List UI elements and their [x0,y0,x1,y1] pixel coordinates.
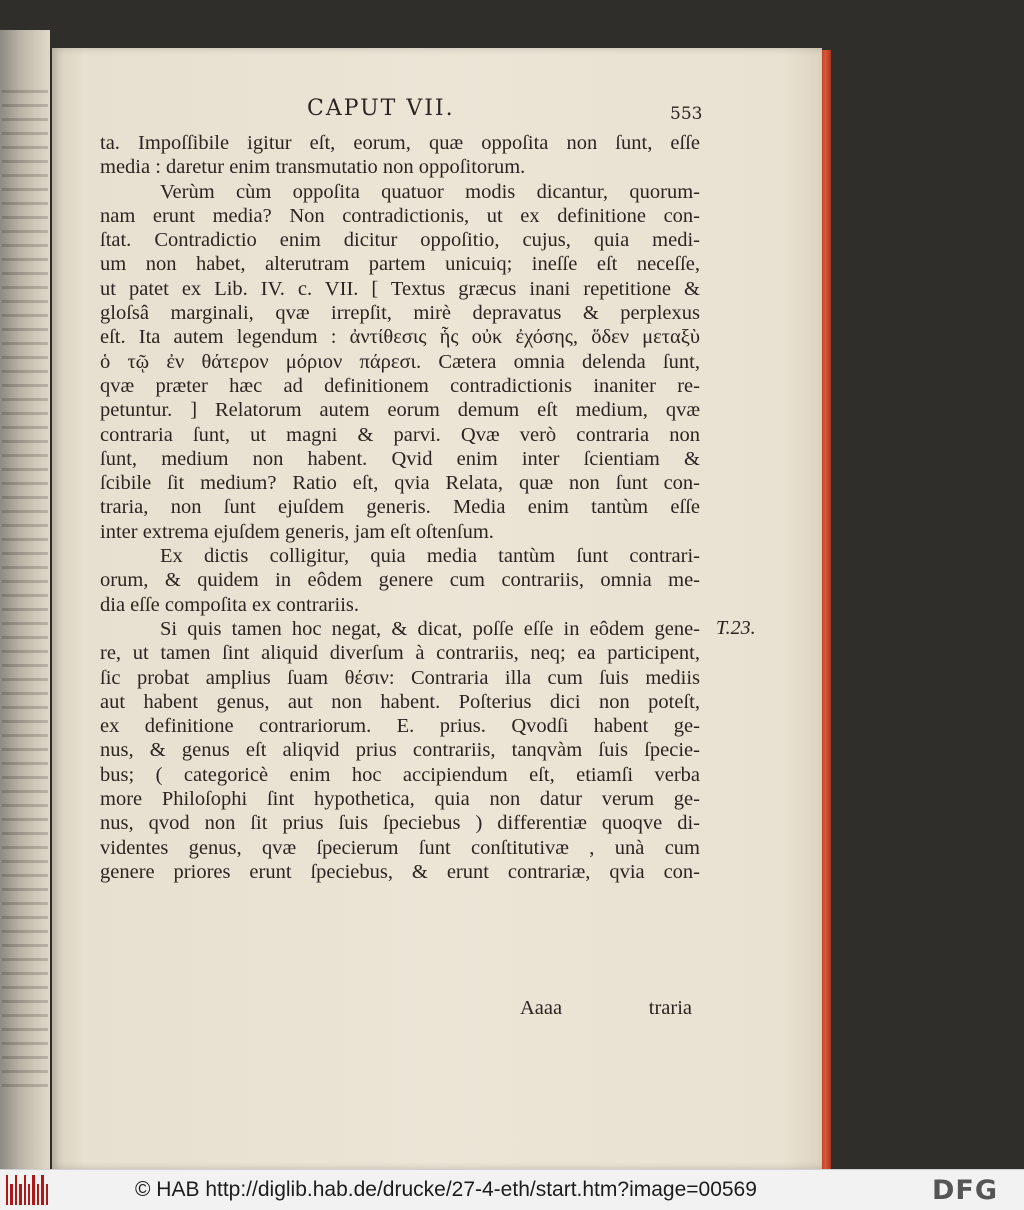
running-head: CAPUT VII. [307,96,455,121]
signature-mark: Aaaa [520,997,563,1019]
text-line: ſunt, medium non habent. Qvid enim inter ſcientiam & [100,447,700,470]
text-line: re, ut tamen ſint aliquid diverſum à contrariis, neq; ea participent, [100,642,700,665]
text-line: ſcibile ſit medium? Ratio eſt, qvia Relata, quæ non ſunt con- [100,472,700,495]
text-line: genere priores erunt ſpeciebus, & erunt contrariæ, qvia con- [100,860,700,883]
hab-logo-icon [6,1175,48,1205]
red-page-edge [822,50,831,1169]
text-line: media : daretur enim transmutatio non oppoſitorum. [100,156,526,179]
text-line: eſt. Ita autem legendum : ἀντίθεσις ἧς οὐκ ἐχόσης, ὅδεν μεταξὺ [100,326,700,349]
text-line: Verùm cùm oppoſita quatuor modis dicantur, quorum- [160,180,700,203]
body-text [100,131,700,884]
text-line: aut habent genus, aut non habent. Poſterius dici non poteſt, [100,690,700,713]
text-line: more Philoſophi ſint hypothetica, quia non datur verum ge- [100,788,700,811]
facing-page-text-remnant [2,90,48,1090]
dfg-logo: DFG [932,1175,999,1206]
catchword: traria [648,997,692,1019]
text-line: ex definitione contrariorum. E. prius. Qvodſi habent ge- [100,715,700,738]
text-line: petuntur. ] Relatorum autem eorum demum eſt medium, qvæ [100,399,700,422]
text-line: ſtat. Contradictio enim dicitur oppoſitio, cujus, quia medi- [100,229,700,252]
text-line: nam erunt media? Non contradictionis, ut ex definitione con- [100,204,700,227]
text-line: ta. Impoſſibile igitur eſt, eorum, quæ oppoſita non ſunt, eſſe [100,132,700,154]
text-line: um non habet, alterutram partem unicuiq; ineſſe eſt neceſſe, [100,253,700,276]
viewer-footer [0,1169,1024,1210]
text-line: qvæ præter hæc ad definitionem contradictionis inaniter re- [100,374,700,397]
page-foot [100,997,692,1021]
text-line: gloſsâ marginali, qvæ irrepſit, mirè depravatus & perplexus [100,302,700,325]
text-line: traria, non ſunt ejuſdem generis. Media enim tantùm eſſe [100,496,700,519]
margin-note: T.23. [716,617,756,639]
text-line: Ex dictis colligitur, quia media tantùm ſunt contrari- [160,545,700,568]
text-line: Si quis tamen hoc negat, & dicat, poſſe eſſe in eôdem gene- [160,617,700,640]
text-line: ut patet ex Lib. IV. c. VII. [ Textus græcus inani repetitione & [100,277,700,300]
text-line: orum, & quidem in eôdem genere cum contrariis, omnia me- [100,569,700,592]
facing-page-edge [0,30,50,1169]
page-number: 553 [670,104,703,124]
text-line: nus, & genus eſt aliqvid prius contrariis, tanqvàm ſuis ſpecie- [100,739,700,762]
text-line: ὁ τῷ ἐν θάτερον μόριον πάρεσι. Cætera omnia delenda ſunt, [100,350,700,373]
text-line: videntes genus, qvæ ſpecierum ſunt conſtitutivæ , unà cum [100,836,700,859]
text-line: contraria ſunt, ut magni & parvi. Qvæ verò contraria non [100,423,700,446]
text-line: nus, qvod non ſit prius ſuis ſpeciebus ) differentiæ quoqve di- [100,812,700,835]
text-line: dia eſſe compoſita ex contrariis. [100,593,360,616]
footer-credit-link[interactable]: © HAB http://diglib.hab.de/drucke/27-4-eth/start.htm?image=00569 [135,1178,757,1201]
text-line: ſic probat amplius ſuam θέσιν: Contraria illa cum ſuis mediis [100,666,700,689]
text-line: bus; ( categoricè enim hoc accipiendum eſt, etiamſi verba [100,763,700,786]
text-line: inter extrema ejuſdem generis, jam eſt oſtenſum. [100,520,494,543]
